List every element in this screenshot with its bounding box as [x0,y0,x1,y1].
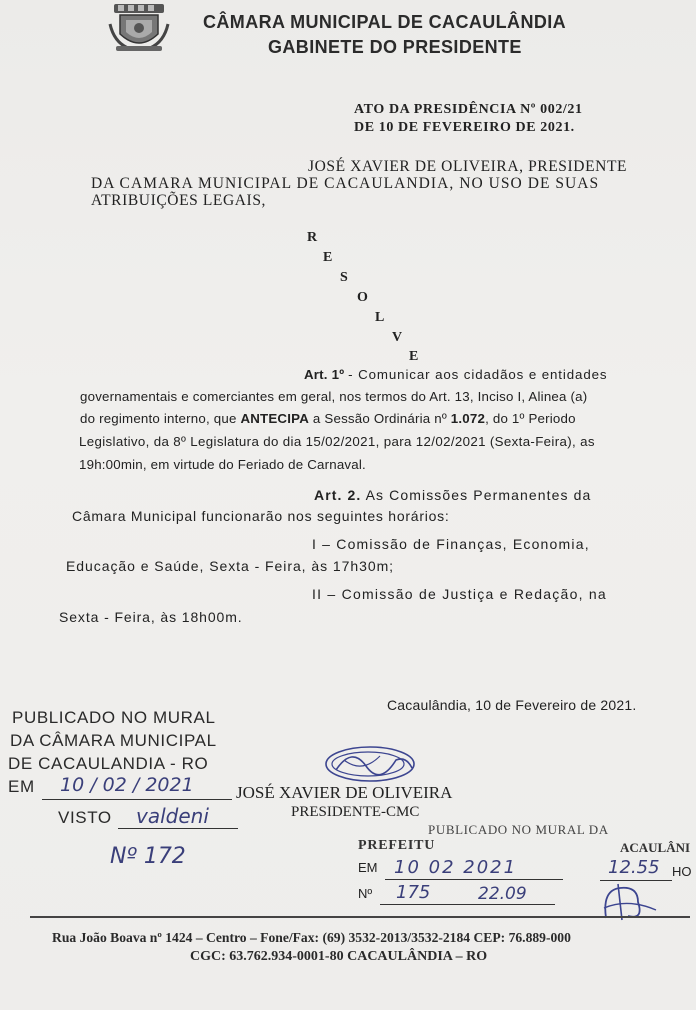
preamble-line-2: DA CAMARA MUNICIPAL DE CACAULANDIA, NO USO DE SUAS [91,175,600,192]
art1-text: - Comunicar aos cidadãos e entidades [348,367,608,382]
date-line: Cacaulândia, 10 de Fevereiro de 2021. [387,697,637,713]
stamp2-no-underline [380,904,555,905]
stamp-em-label: EM [8,777,35,796]
art1-label: Art. 1º [304,367,345,382]
art1-line-1 [304,367,607,382]
stamp2-time-value: 12.55 [608,857,660,878]
art2-text: As Comissões Permanentes da [365,487,592,503]
art1-text: do regimento interno, que [80,411,241,426]
resolve-letter: O [357,290,368,305]
stamp2-no-value: 175 [396,882,431,903]
stamp-visto-underline [118,828,238,829]
act-date: DE 10 DE FEVEREIRO DE 2021. [354,120,575,135]
art2-item-2b: Sexta - Feira, às 18h00m. [59,609,243,625]
stamp-visto-label: VISTO [58,808,112,827]
resolve-letter: V [392,330,403,345]
stamp2-em-value: 10 02 2021 [394,857,518,878]
resolve-letter: E [323,250,333,265]
art1-line-2: governamentais e comerciantes em geral, nos termos do Art. 13, Inciso I, Alinea (a) [80,389,588,404]
art2-item-2a: II – Comissão de Justiça e Redação, na [312,586,607,602]
footer-address: Rua João Boava nº 1424 – Centro – Fone/Fax: (69) 3532-2013/3532-2184 CEP: 76.889-000 [52,930,571,945]
stamp2-em-label: EM [358,860,378,875]
resolve-letter: S [340,270,348,285]
art1-line-4: Legislativo, da 8º Legislatura do dia 15/02/2021, para 12/02/2021 (Sexta-Feira), as [79,434,595,449]
stamp2-no-value-2: 22.09 [478,884,527,904]
stamp2-no-label: Nº [358,886,373,901]
art2-item-1b: Educação e Saúde, Sexta - Feira, às 17h30m; [66,558,395,574]
footer-divider [30,916,690,918]
stamp-line-2: DA CÂMARA MUNICIPAL [10,731,217,750]
art2-item-1a: I – Comissão de Finanças, Economia, [312,536,590,552]
stamp-line-3: DE CACAULANDIA - RO [8,754,209,773]
stamp-em-underline [42,799,232,800]
art2-line-2: Câmara Municipal funcionarão nos seguintes horários: [72,508,450,524]
stamp-number: Nº 172 [110,844,186,869]
resolve-letter: E [409,349,419,364]
preamble-line-3: ATRIBUIÇÕES LEGAIS, [91,192,267,209]
art1-emphasis: ANTECIPA [240,411,310,426]
art2-line-1 [314,487,591,503]
header-title: CÂMARA MUNICIPAL DE CACAULÂNDIA [203,12,567,32]
art1-line-5: 19h:00min, em virtude do Feriado de Carnaval. [79,457,366,472]
act-number: ATO DA PRESIDÊNCIA Nº 002/21 [354,102,583,117]
art1-text: a Sessão Ordinária nº [309,411,451,426]
resolve-letter: L [375,310,385,325]
signature-scribble [322,740,418,788]
art1-line-3 [80,411,576,426]
resolve-letter: R [307,230,318,245]
art1-text: , do 1º Periodo [485,411,576,426]
stamp2-line-2: PREFEITU [358,838,436,853]
stamp-em-value: 10 / 02 / 2021 [60,774,194,796]
art1-session-number: 1.072 [450,411,486,426]
stamp2-line-1: PUBLICADO NO MURAL DA [428,822,609,837]
footer-cgc: CGC: 63.762.934-0001-80 CACAULÂNDIA – RO [190,949,488,964]
stamp-line-1: PUBLICADO NO MURAL [12,708,216,727]
coat-of-arms-icon [106,2,172,54]
stamp2-line-2b: ACAULÂNI [620,840,691,855]
stamp2-em-underline [385,879,563,880]
header-subtitle: GABINETE DO PRESIDENTE [268,37,522,57]
stamp-visto-value: valdeni [136,804,209,828]
signature-name: JOSÉ XAVIER DE OLIVEIRA [236,783,453,802]
art2-label: Art. 2. [314,487,362,503]
stamp2-time-suffix: HO [672,864,692,879]
preamble-line-1: JOSÉ XAVIER DE OLIVEIRA, PRESIDENTE [308,158,628,175]
signature-role: PRESIDENTE-CMC [291,804,420,820]
